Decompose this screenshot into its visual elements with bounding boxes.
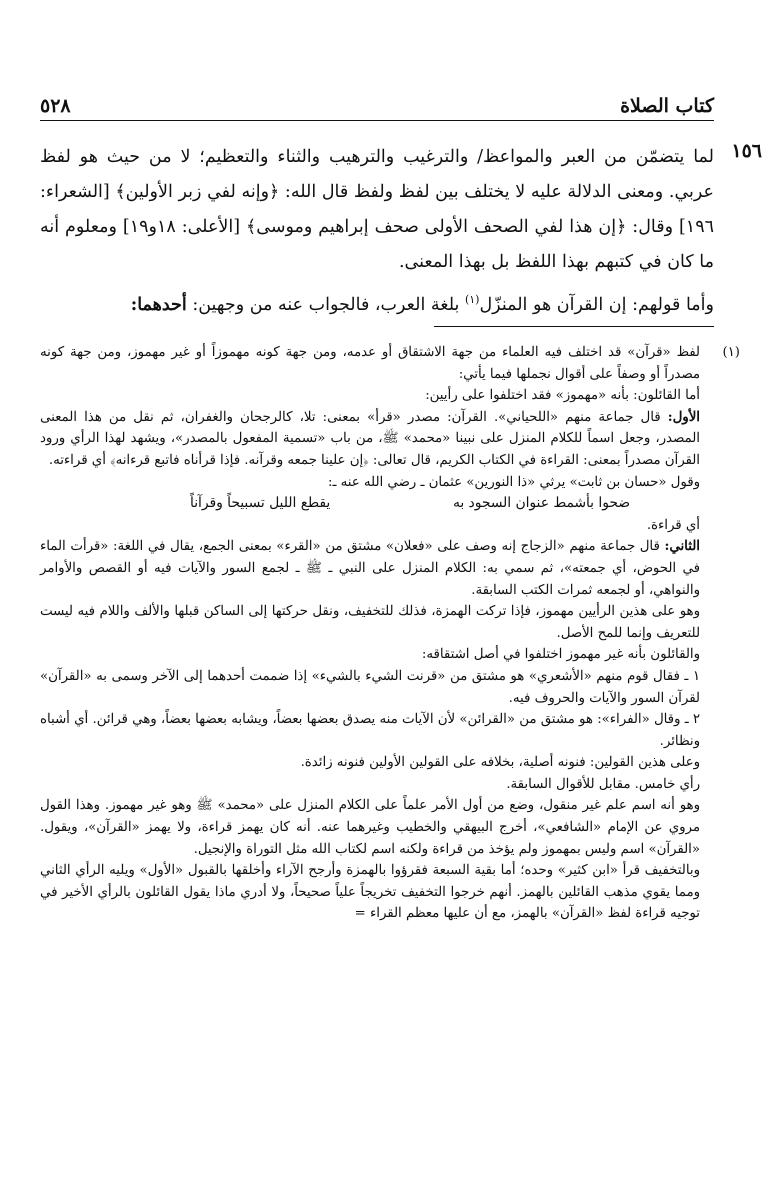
text-run: قال جماعة منهم «اللحياني». القرآن: مصدر «قرأ» بمعنى: تلا، كالرجحان والغفران، ثم نقل من هذا المعنى المصدر، وجعل اسماً للكلام المنزل على نبينا «محمد» ﷺ، من باب «تسمية المفعول بالمصدر»، ويشهد لهذا الرأي ورود القرآن مصدراً بمعنى: القراءة في الكتاب الكريم، قال تعالى: ﴿إن علينا جمعه وقرآنه. فإذا قرأناه فاتبع قرءانه﴾ أي قراءته.: [40, 409, 700, 468]
paragraph: [40, 288, 714, 323]
book-title: كتاب الصلاة: [620, 95, 714, 117]
footnote-line: [40, 407, 700, 472]
footnote-body: [40, 342, 700, 925]
footnote-line: أما القائلون: بأنه «مهموز» فقد اختلفوا على رأيين:: [425, 388, 700, 404]
footnote-reference: (١): [464, 293, 480, 307]
footnote-line: لفظ «قرآن» قد اختلف فيه العلماء من جهة الاشتقاق أو عدمه، ومن جهة كونه مهموزاً أو غير مهموز، ومن جهة كونه مصدراً أو وصفاً على أقوال نجملها فيما يأتي:: [40, 345, 700, 382]
footnote-line: والقائلون بأنه غير مهموز اختلفوا في أصل اشتقاقه:: [421, 647, 700, 663]
footnote-number: (١): [722, 345, 740, 360]
main-text: [40, 140, 714, 323]
footnote-line: وبالتخفيف قرأ «ابن كثير» وحده؛ أما بقية السبعة فقرؤوا بالهمزة وأرجح الآراء وأخلقها بالقبول «الأول» ويليه الرأي الثاني ومما يقوي مذهب القائلين بالهمز. أنهم خرجوا التخفيف تخريجاً علياً صحيحاً، ولا أدري ماذا يقول القائلون بالرأي الأخير في توجيه قراءة لفظ «القرآن» بالهمز، مع أن عليها معظم القراء =: [40, 863, 700, 922]
footnote-line: وعلى هذين القولين: فنونه أصلية، بخلافه على القولين الأولين فنونه زائدة.: [300, 755, 700, 771]
poem-hemistich: ضحوا بأشمط عنوان السجود به: [452, 495, 630, 512]
footnote-line: وهو على هذين الرأيين مهموز، فإذا تركت الهمزة، فذلك للتخفيف، ونقل حركتها إلى الساكن قبلها والألف واللام فيه ليست للتعريف وإنما للمح الأصل.: [40, 604, 700, 641]
footnote-separator: [434, 326, 714, 327]
footnote-line: وهو أنه اسم علم غير منقول، وضع من أول الأمر علماً على الكلام المنزل على «محمد» ﷺ وهو غير مهموز. وهذا القول مروي عن الإمام «الشافعي»، أخرج البيهقي والخطيب وغيرهما عنه. أنه كان يهمز قراءة، ولا يهمز «القرآن»، ويقول. «القرآن» اسم وليس بمهموز ولم يؤخذ من قراءة ولكنه اسم لكتاب الله مثل التوراة والإنجيل.: [40, 798, 700, 857]
footnote-line: وقول «حسان بن ثابت» يرثي «ذا النورين» عثمان ـ رضي الله عنه ـ:: [328, 474, 700, 490]
text-run: قال جماعة منهم «الزجاج إنه وصف على «فعلان» مشتق من «القرء» بمعنى الجمع، يقال في اللغة: «قرأت الماء في الحوض، أي جمعته»، ثم سمي به: الكلام المنزل على النبي ـ ﷺ ـ لجمع السور والآيات فيه أو القصص والأوامر والنواهي، أو لجمعه ثمرات الكتب السابقة.: [40, 539, 700, 598]
footnote-line: [40, 536, 700, 601]
paragraph: لما يتضمّن من العبر والمواعظ/ والترغيب والترهيب والثناء والتعظيم؛ لا من حيث هو لفظ عربي. ومعنى الدلالة عليه لا يختلف بين لفظ ولفظ قال الله: ﴿وإنه لفي زبر الأولين﴾ [الشعراء: ١٩٦] وقال: ﴿إن هذا لفي الصحف الأولى صحف إبراهيم وموسى﴾ [الأعلى: ١٨و١٩] ومعلوم أنه ما كان في كتبهم بهذا اللفظ بل بهذا المعنى.: [40, 147, 714, 272]
poem-hemistich: يقطع الليل تسبيحاً وقرآناً: [190, 495, 331, 512]
margin-reference: ١٥٦: [731, 140, 762, 162]
page-number: ٥٢٨: [40, 95, 71, 117]
footnote: [40, 342, 740, 925]
bold-label: الثاني:: [664, 539, 700, 555]
text-run: وأما قولهم: إن القرآن هو المنزّل: [479, 295, 714, 315]
footnote-line: أي قراءة.: [646, 517, 700, 533]
bold-label: الأول:: [667, 409, 700, 425]
text-run: بلغة العرب، فالجواب عنه من وجهين:: [186, 295, 465, 315]
footnote-line: رأي خامس. مقابل للأقوال السابقة.: [506, 776, 700, 792]
footnote-line: ٢ ـ وقال «الفراء»: هو مشتق من «القرائن» لأن الآيات منه يصدق بعضها بعضاً، ويشابه بعضها بعضاً، وهي قرائن. أي أشباه ونظائر.: [40, 712, 700, 749]
page-header: [40, 86, 714, 121]
footnotes: [40, 342, 740, 925]
poem-verse: [40, 493, 700, 515]
footnote-line: ١ ـ فقال قوم منهم «الأشعري» هو مشتق من «قرنت الشيء بالشيء» إذا ضممت أحدهما إلى الآخر وسمى به «القرآن» لقرآن السور والآيات والحروف فيه.: [40, 668, 700, 706]
bold-label: أحدهما:: [130, 295, 187, 315]
